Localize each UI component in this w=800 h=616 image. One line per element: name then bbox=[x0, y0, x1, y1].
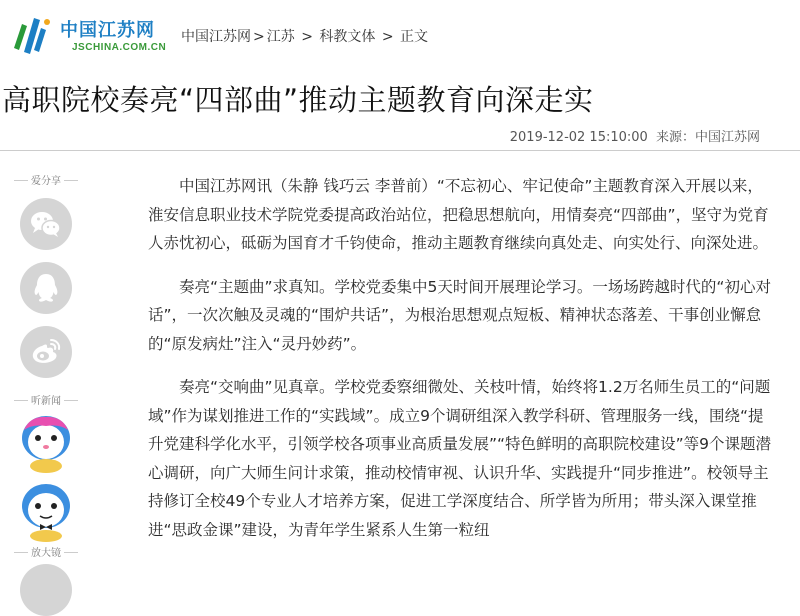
breadcrumb-separator: > bbox=[301, 29, 313, 45]
qq-share-button[interactable] bbox=[20, 262, 72, 314]
cartoon-girl-icon bbox=[16, 408, 76, 474]
wechat-share-button[interactable] bbox=[20, 198, 72, 250]
source-label: 来源： bbox=[655, 130, 695, 145]
article-body bbox=[148, 172, 776, 559]
share-heading: 爱分享 bbox=[12, 172, 80, 187]
listen-news-avatar-female[interactable] bbox=[16, 408, 76, 474]
listen-heading: 听新闻 bbox=[12, 392, 80, 407]
logo-domain: JSCHINA.COM.CN bbox=[72, 42, 167, 53]
article-datetime: 2019-12-02 15:10:00 bbox=[509, 130, 648, 145]
article-paragraph: 奏亮“主题曲”求真知。学校党委集中5天时间开展理论学习。一场场跨越时代的“初心对话”，一次次触及灵魂的“围炉共话”，为根治思想观点短板、精神状态落差、干事创业懈怠的“原发病灶”注入“灵丹妙药”。 bbox=[148, 277, 771, 353]
weibo-share-button[interactable] bbox=[20, 326, 72, 378]
breadcrumb-home-link[interactable]: 中国江苏网 bbox=[181, 29, 251, 45]
breadcrumb-current: 正文 bbox=[400, 29, 429, 45]
weibo-icon bbox=[20, 326, 72, 378]
breadcrumb-separator: > bbox=[381, 29, 394, 45]
article-source[interactable]: 中国江苏网 bbox=[694, 130, 760, 145]
title-divider bbox=[0, 150, 800, 151]
breadcrumb-section-link[interactable]: 科教文体 bbox=[319, 29, 376, 45]
breadcrumb-region-link[interactable]: 江苏 bbox=[266, 29, 295, 45]
qq-icon bbox=[20, 262, 72, 314]
logo-text: 中国江苏网 bbox=[60, 20, 155, 41]
logo-mark-icon bbox=[8, 14, 54, 56]
article-paragraph: 中国江苏网讯（朱静 钱巧云 李普前）“不忘初心、牢记使命”主题教育深入开展以来，淮安信息职业技术学院党委提高政治站位，把稳思想航向，用情奏亮“四部曲”，坚守为党育人赤忱初心，砥砺为国育才千钧使命，推动主题教育继续向真处走、向实处行、向深处进。 bbox=[148, 177, 769, 252]
site-logo[interactable] bbox=[8, 12, 167, 58]
breadcrumb bbox=[181, 26, 428, 46]
listen-news-avatar-male[interactable] bbox=[16, 476, 76, 542]
breadcrumb-separator: > bbox=[253, 29, 265, 45]
article-paragraph: 奏亮“交响曲”见真章。学校党委察细微处、关枝叶情，始终将1.2万名师生员工的“问题域”作为谋划推进工作的“实践域”。成立9个调研组深入教学科研、管理服务一线，围绕“提升党建科学化水平，引领学校各项事业高质量发展”“特色鲜明的高职院校建设”等9个课题潜心调研，向广大师生问计求策，推动校情审视、认识升华、实践提升“同步推进”。校领导主持修订全校49个专业人才培养方案，促进工学深度结合、所学皆为所用；带头深入课堂推进“思政金课”建设，为青年学生紧系人生第一粒纽 bbox=[148, 378, 771, 539]
cartoon-boy-icon bbox=[16, 476, 76, 542]
article-meta bbox=[510, 126, 760, 145]
magnifier-heading: 放大镜 bbox=[12, 544, 80, 559]
wechat-icon bbox=[20, 198, 72, 250]
magnifier-button[interactable] bbox=[20, 564, 72, 616]
article-title: 高职院校奏亮“四部曲”推动主题教育向深走实 bbox=[2, 83, 594, 117]
